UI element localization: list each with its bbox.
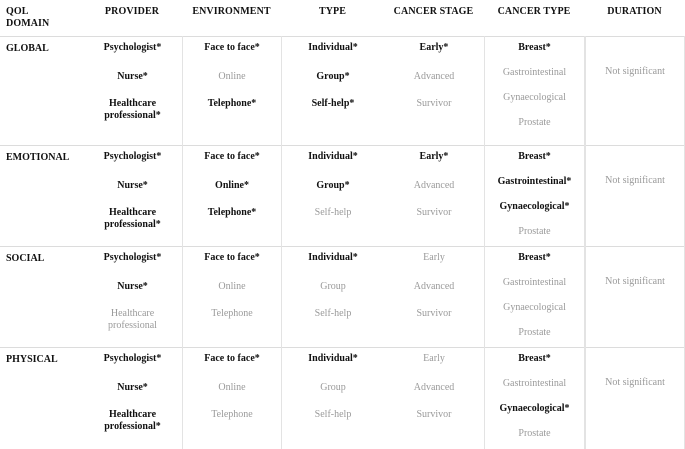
cell-provider [84, 246, 181, 347]
environment-item: Face to face* [204, 252, 260, 263]
stage-item: Survivor [416, 409, 452, 420]
stage-item: Early* [419, 151, 449, 162]
cell-environment [182, 246, 282, 347]
ctype-item: Gynaecological [503, 92, 566, 103]
table-row [0, 145, 685, 246]
header-qol-domain: QOL DOMAIN [6, 6, 50, 29]
ctype-item: Prostate [518, 226, 551, 237]
environment-item: Online* [215, 180, 249, 191]
type-item: Individual* [308, 252, 358, 263]
cell-stage [384, 246, 484, 347]
ctype-item: Breast* [518, 353, 551, 364]
type-item: Self-help [314, 207, 352, 218]
cell-type [283, 145, 383, 246]
table-row [0, 36, 685, 145]
stage-item: Advanced [413, 71, 455, 82]
ctype-item: Gastrointestinal [502, 67, 567, 78]
cell-provider [84, 347, 181, 449]
cell-stage [384, 347, 484, 449]
cell-duration [585, 145, 685, 246]
header-cancer-stage: CANCER STAGE [393, 6, 474, 17]
duration-value: Not significant [605, 175, 665, 186]
provider-item: Healthcare professional* [104, 98, 161, 121]
environment-item: Face to face* [204, 42, 260, 53]
duration-value: Not significant [605, 377, 665, 388]
ctype-item: Breast* [518, 42, 551, 53]
stage-item: Advanced [413, 382, 455, 393]
provider-item: Nurse* [117, 382, 148, 393]
ctype-item: Gastrointestinal [502, 277, 567, 288]
ctype-item: Gynaecological* [499, 403, 570, 414]
type-item: Individual* [308, 353, 358, 364]
duration-value: Not significant [605, 276, 665, 287]
stage-item: Survivor [416, 207, 452, 218]
type-item: Individual* [308, 42, 358, 53]
provider-item: Healthcare professional* [104, 409, 161, 432]
table-header [0, 0, 685, 36]
header-type: TYPE [318, 6, 347, 17]
environment-item: Telephone [211, 308, 253, 319]
cell-stage [384, 145, 484, 246]
row-domain-label: PHYSICAL [6, 354, 58, 365]
provider-item: Psychologist* [103, 353, 162, 364]
stage-item: Survivor [416, 98, 452, 109]
row-domain-label: EMOTIONAL [6, 152, 70, 163]
ctype-item: Gastrointestinal* [497, 176, 572, 187]
cell-duration [585, 246, 685, 347]
provider-item: Nurse* [117, 71, 148, 82]
table-row [0, 347, 685, 449]
cell-ctype [484, 347, 585, 449]
table-row [0, 246, 685, 347]
cell-ctype [484, 246, 585, 347]
header-provider: PROVIDER [104, 6, 160, 17]
cell-environment [182, 145, 282, 246]
row-domain-label: SOCIAL [6, 253, 45, 264]
type-item: Self-help [314, 409, 352, 420]
stage-item: Survivor [416, 308, 452, 319]
cell-ctype [484, 36, 585, 145]
cell-duration [585, 36, 685, 145]
type-item: Self-help [314, 308, 352, 319]
ctype-item: Gynaecological [503, 302, 566, 313]
ctype-item: Gastrointestinal [502, 378, 567, 389]
provider-item: Nurse* [117, 281, 148, 292]
cell-environment [182, 36, 282, 145]
provider-item: Psychologist* [103, 42, 162, 53]
provider-item: Psychologist* [103, 151, 162, 162]
environment-item: Telephone* [207, 98, 257, 109]
stage-item: Early [423, 353, 445, 364]
stage-item: Early* [419, 42, 449, 53]
provider-item: Nurse* [117, 180, 148, 191]
cell-stage [384, 36, 484, 145]
ctype-item: Gynaecological* [499, 201, 570, 212]
stage-item: Advanced [413, 281, 455, 292]
header-duration: DURATION [607, 6, 662, 17]
cell-provider [84, 145, 181, 246]
environment-item: Online [218, 71, 246, 82]
environment-item: Face to face* [204, 353, 260, 364]
cell-type [283, 36, 383, 145]
cell-type [283, 246, 383, 347]
environment-item: Telephone [211, 409, 253, 420]
type-item: Self-help* [311, 98, 355, 109]
cell-duration [585, 347, 685, 449]
environment-item: Face to face* [204, 151, 260, 162]
header-cancer-type: CANCER TYPE [497, 6, 571, 17]
cell-environment [182, 347, 282, 449]
provider-item: Psychologist* [103, 252, 162, 263]
cell-type [283, 347, 383, 449]
ctype-item: Breast* [518, 151, 551, 162]
cell-provider [84, 36, 181, 145]
environment-item: Telephone* [207, 207, 257, 218]
cell-ctype [484, 145, 585, 246]
type-item: Group* [316, 71, 350, 82]
stage-item: Advanced [413, 180, 455, 191]
ctype-item: Breast* [518, 252, 551, 263]
type-item: Group [320, 382, 346, 393]
header-environment: ENVIRONMENT [192, 6, 271, 17]
environment-item: Online [218, 382, 246, 393]
stage-item: Early [423, 252, 445, 263]
row-domain-label: GLOBAL [6, 43, 49, 54]
type-item: Individual* [308, 151, 358, 162]
provider-item: Healthcare professional* [104, 207, 161, 230]
type-item: Group [320, 281, 346, 292]
duration-value: Not significant [605, 66, 665, 77]
environment-item: Online [218, 281, 246, 292]
type-item: Group* [316, 180, 350, 191]
ctype-item: Prostate [518, 117, 551, 128]
ctype-item: Prostate [518, 428, 551, 439]
provider-item: Healthcare professional [108, 308, 157, 331]
ctype-item: Prostate [518, 327, 551, 338]
